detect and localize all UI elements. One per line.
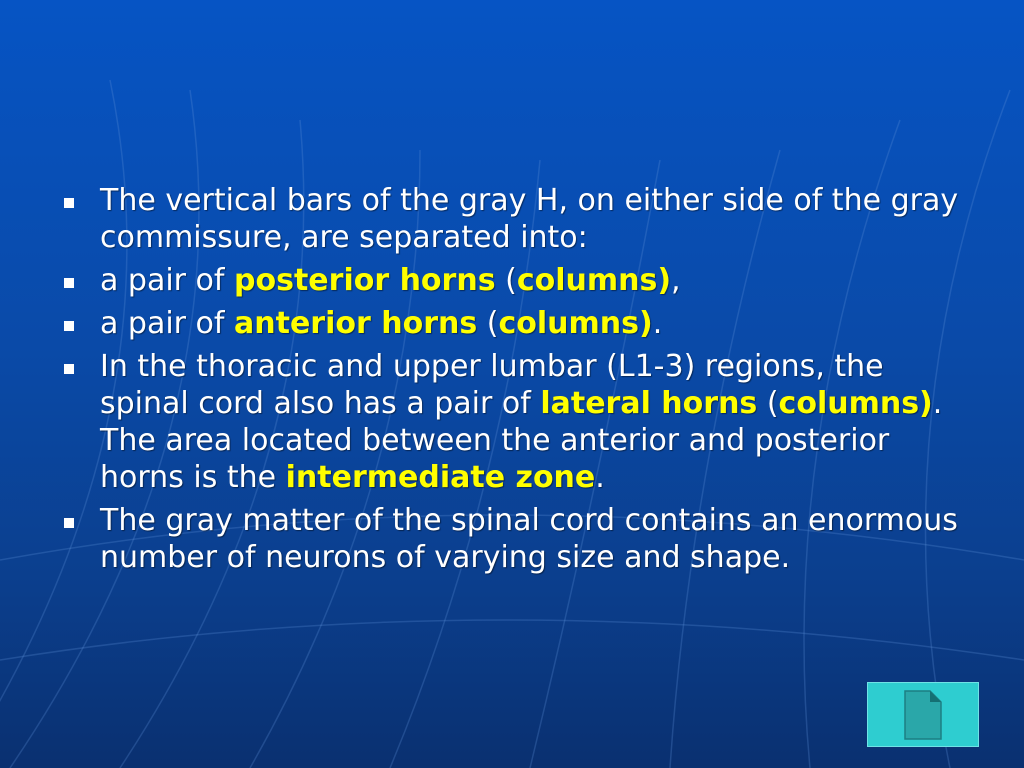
slide-content [60,182,960,582]
bullet-text: . [595,460,605,495]
bullet-marker [64,198,74,208]
bullet-text: a pair of [100,263,235,298]
bullet-list [60,182,960,576]
bullet-text: . The area located between the anterior and posterior horns is the [100,386,943,495]
bullet-marker [64,364,74,374]
bullet-text: ( [477,306,499,341]
highlighted-term: anterior horns [234,306,478,341]
bullet-item [60,262,960,299]
highlighted-term: intermediate zone [285,460,596,495]
highlighted-term: lateral horns [540,386,758,421]
document-icon [903,689,943,741]
bullet-marker [64,278,74,288]
bullet-text: . [652,306,663,341]
bullet-text: ( [495,263,517,298]
bullet-item [60,348,960,496]
highlighted-term: columns) [778,386,933,421]
bullet-text: In the thoracic and upper lumbar (L1-3) regions, the spinal cord also has a pair of [100,349,884,421]
bullet-marker [64,321,74,331]
bullet-item [60,182,960,256]
highlighted-term: columns) [516,263,672,298]
bullet-text: The gray matter of the spinal cord contains an enormous number of neurons of varying size and shape. [100,503,958,575]
highlighted-term: posterior horns [234,263,496,298]
bullet-item [60,305,960,342]
bullet-text: The vertical bars of the gray H, on either side of the gray commissure, are separated into: [100,183,959,255]
bullet-marker [64,518,74,528]
document-button[interactable] [867,682,979,747]
bullet-text: ( [757,386,779,421]
bullet-text: , [671,263,681,298]
bullet-item [60,502,960,576]
highlighted-term: columns) [498,306,653,341]
bullet-text: a pair of [100,306,235,341]
